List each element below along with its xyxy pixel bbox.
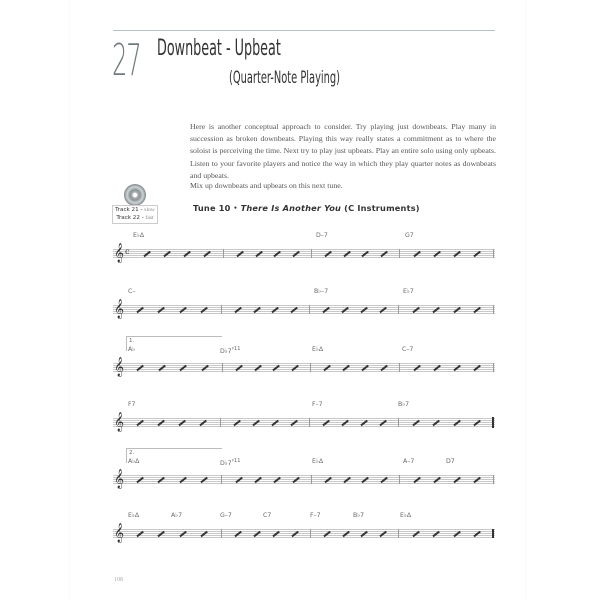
chord-symbol bbox=[128, 288, 135, 295]
treble-clef-icon: 𝄞 bbox=[114, 357, 125, 377]
chapter-title: Downbeat - Upbeat bbox=[157, 36, 281, 61]
staff-line bbox=[113, 483, 495, 484]
staff-line bbox=[113, 475, 495, 476]
barline bbox=[399, 475, 400, 484]
chord-extension: ♯11 bbox=[231, 346, 241, 352]
barline bbox=[222, 363, 223, 372]
staff-line bbox=[113, 424, 495, 425]
chord-label: A–7 bbox=[403, 458, 415, 465]
staff-line bbox=[113, 311, 495, 312]
chord-label: F–7 bbox=[312, 401, 323, 408]
chord-label: E♭Δ bbox=[312, 346, 324, 353]
treble-clef-icon: 𝄞 bbox=[114, 299, 125, 319]
treble-clef-icon: 𝄞 bbox=[114, 243, 125, 263]
barline bbox=[493, 475, 494, 484]
chord-symbol bbox=[316, 232, 328, 239]
barline bbox=[221, 529, 222, 538]
track-line-1: Track 21 - slow bbox=[115, 207, 155, 213]
volta-number: 1. bbox=[129, 338, 135, 344]
chord-symbol bbox=[446, 458, 455, 465]
chord-label: E♭Δ bbox=[312, 458, 324, 465]
staff-system bbox=[113, 232, 495, 263]
page-number: 108 bbox=[114, 577, 123, 583]
staff-line bbox=[113, 426, 495, 427]
staff-line bbox=[113, 537, 495, 538]
staff-system bbox=[113, 450, 495, 489]
chord-label: B♭–7 bbox=[314, 288, 329, 295]
body-instruction: Mix up downbeats and upbeats on this next tune. bbox=[190, 181, 343, 190]
barline bbox=[398, 529, 399, 538]
barline bbox=[221, 475, 222, 484]
chord-label: E♭7 bbox=[403, 288, 414, 295]
staff-line bbox=[113, 255, 495, 256]
chord-symbol bbox=[314, 288, 328, 295]
chord-label: A♭Δ bbox=[128, 458, 140, 465]
treble-clef-icon: 𝄞 bbox=[114, 523, 125, 543]
chord-symbol bbox=[403, 458, 414, 465]
chord-symbol bbox=[405, 232, 414, 239]
track-22-speed: fast bbox=[145, 214, 154, 221]
barline bbox=[399, 249, 400, 258]
staff-system bbox=[113, 338, 495, 377]
treble-clef-icon: 𝄞 bbox=[114, 469, 125, 489]
barline bbox=[493, 249, 494, 258]
chord-extension: ♯11 bbox=[231, 458, 241, 464]
barline bbox=[311, 475, 312, 484]
chord-symbol bbox=[263, 512, 271, 519]
chord-symbol bbox=[220, 346, 240, 355]
staff-line bbox=[113, 313, 495, 314]
chord-symbol bbox=[310, 512, 321, 519]
chord-symbol bbox=[220, 458, 240, 467]
chord-label: G7 bbox=[405, 232, 414, 239]
final-barline bbox=[492, 529, 494, 538]
chord-symbol bbox=[402, 346, 413, 353]
chord-symbol bbox=[128, 401, 136, 408]
tune-number: Tune 10 bbox=[193, 203, 231, 213]
treble-clef-icon: 𝄞 bbox=[114, 412, 125, 432]
chord-symbol bbox=[400, 512, 411, 519]
chord-label: C7 bbox=[263, 512, 272, 519]
barline bbox=[310, 363, 311, 372]
chord-symbol bbox=[403, 288, 414, 295]
volta-bracket bbox=[126, 336, 222, 351]
chord-label: E♭Δ bbox=[128, 512, 140, 519]
barline bbox=[311, 249, 312, 258]
chord-label: F7 bbox=[128, 401, 136, 408]
barline bbox=[493, 363, 494, 372]
chord-symbol bbox=[171, 512, 182, 519]
staff-line bbox=[113, 535, 495, 536]
chord-label: D♭7 bbox=[220, 460, 232, 468]
barline bbox=[221, 305, 222, 314]
header-rule bbox=[113, 30, 495, 31]
page-sheet bbox=[70, 0, 525, 600]
chapter-subtitle: (Quarter-Note Playing) bbox=[229, 68, 340, 88]
barline bbox=[398, 418, 399, 427]
bullet-separator: • bbox=[233, 205, 238, 212]
track-21-label: Track 21 bbox=[115, 207, 139, 213]
staff-system bbox=[113, 401, 495, 432]
staff-line bbox=[113, 249, 495, 250]
chord-label: C–7 bbox=[402, 346, 414, 353]
chord-symbol bbox=[133, 232, 144, 239]
barline bbox=[398, 305, 399, 314]
chord-label: B♭7 bbox=[353, 512, 365, 519]
staff-line bbox=[113, 369, 495, 370]
tune-title: There Is Another You bbox=[240, 203, 342, 213]
staff-line bbox=[113, 257, 495, 258]
chord-label: D7 bbox=[446, 458, 455, 465]
chord-label: E♭Δ bbox=[133, 232, 145, 239]
staff-system bbox=[113, 288, 495, 319]
barline bbox=[309, 305, 310, 314]
chord-label: D♭7 bbox=[220, 348, 232, 356]
track-22-label: Track 22 bbox=[116, 214, 140, 221]
staff-line bbox=[113, 363, 495, 364]
chord-symbol bbox=[398, 401, 409, 408]
chord-label: A♭7 bbox=[171, 512, 183, 519]
tune-header bbox=[193, 203, 420, 213]
common-time-icon: c bbox=[125, 247, 130, 256]
barline bbox=[220, 418, 221, 427]
tune-instrument: (C Instruments) bbox=[344, 203, 420, 213]
barline bbox=[310, 529, 311, 538]
chord-symbol bbox=[312, 346, 323, 353]
chord-label: B♭7 bbox=[398, 401, 410, 408]
barline bbox=[223, 249, 224, 258]
chord-label: A♭ bbox=[128, 346, 136, 353]
chord-label: C– bbox=[128, 288, 136, 295]
track-line-2: Track 22 - fast bbox=[116, 214, 154, 221]
barline bbox=[399, 363, 400, 372]
chord-symbol bbox=[128, 512, 139, 519]
cd-icon bbox=[124, 184, 146, 206]
staff-system bbox=[113, 512, 495, 543]
track-21-speed: slow bbox=[144, 207, 155, 213]
volta-number: 2. bbox=[129, 450, 135, 456]
body-paragraph: Here is another conceptual approach to consider. Try playing just downbeats. Play many in succession as broken downbeats. Playing this way really states a commitment as to where the soloist is perceiving the time. Next try to play just upbeats. Play an entire solo using only upbeats. Listen to your favorite players and notice the way in which they play quarter notes as downbeats and upbeats. bbox=[190, 122, 496, 180]
chord-label: D–7 bbox=[316, 232, 328, 239]
repeat-barline bbox=[489, 417, 494, 428]
staff-line bbox=[113, 481, 495, 482]
chord-symbol bbox=[353, 512, 364, 519]
staff-line bbox=[113, 371, 495, 372]
chapter-number: 27 bbox=[112, 35, 141, 86]
chord-label: F–7 bbox=[310, 512, 321, 519]
volta-bracket bbox=[126, 448, 222, 463]
chord-symbol bbox=[312, 458, 323, 465]
barline bbox=[493, 305, 494, 314]
chord-symbol bbox=[220, 512, 232, 519]
chord-label: G–7 bbox=[220, 512, 232, 519]
chord-symbol bbox=[312, 401, 323, 408]
barline bbox=[309, 418, 310, 427]
track-info-box bbox=[112, 205, 158, 224]
chord-label: E♭Δ bbox=[400, 512, 412, 519]
